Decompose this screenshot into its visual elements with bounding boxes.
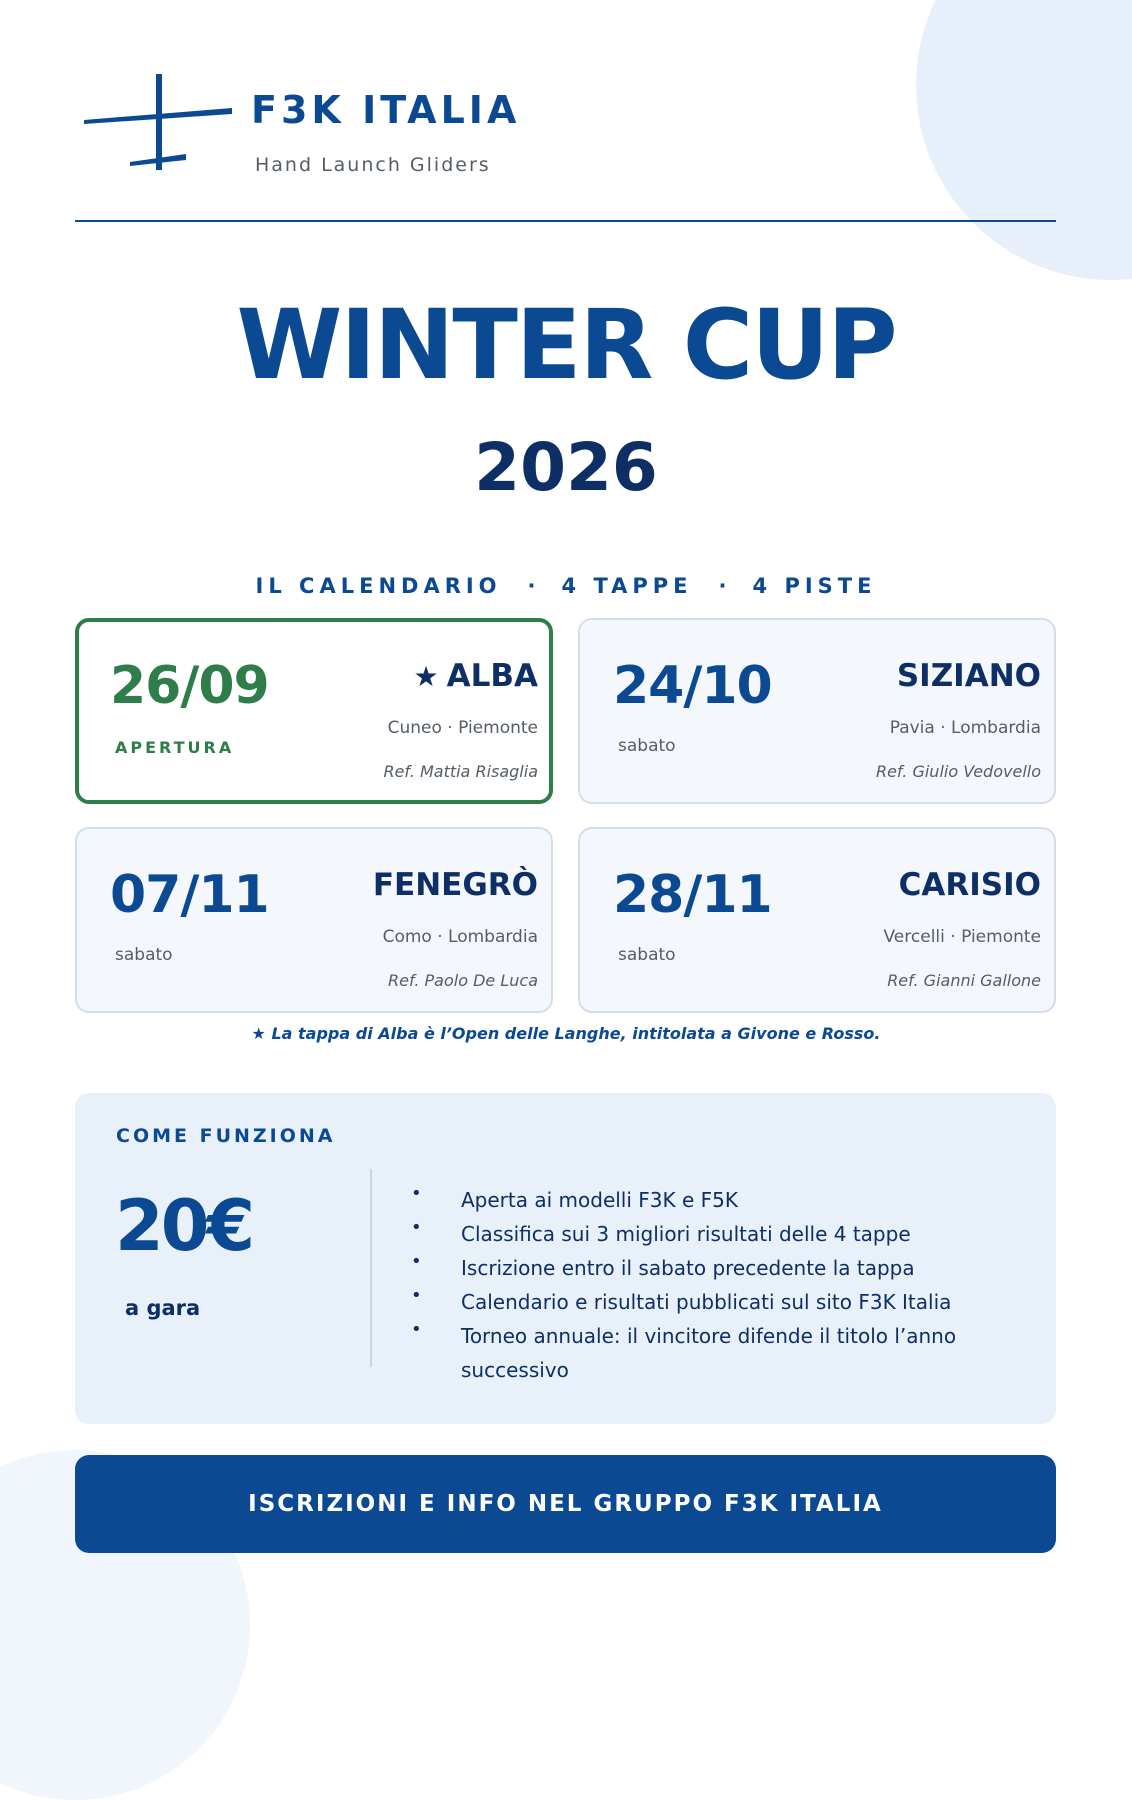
event-year: 2026 — [474, 429, 658, 506]
stage-location: CARISIO — [898, 867, 1041, 903]
stage-referee: Ref. Paolo De Luca — [388, 971, 538, 990]
stage-subtitle: APERTURA — [115, 738, 235, 757]
list-item — [411, 1319, 1031, 1387]
stage-card-alba — [75, 618, 553, 804]
stage-date: 07/11 — [110, 865, 269, 925]
stage-subtitle: sabato — [115, 945, 173, 965]
entry-price-caption: a gara — [125, 1296, 201, 1320]
registration-banner-button[interactable] — [75, 1455, 1056, 1553]
list-item — [411, 1217, 1031, 1251]
list-item-text: Aperta ai modelli F3K e F5K — [461, 1188, 738, 1212]
stage-date: 28/11 — [613, 865, 772, 925]
list-item — [411, 1251, 1031, 1285]
header-divider — [75, 220, 1056, 222]
bullet-icon: • — [411, 1183, 422, 1204]
heading-separator: · — [718, 574, 727, 598]
stage-region: Cuneo · Piemonte — [387, 718, 538, 738]
glider-icon — [82, 74, 242, 174]
stage-referee: Ref. Mattia Risaglia — [383, 762, 538, 781]
stage-region: Pavia · Lombardia — [889, 718, 1041, 738]
stage-card-fenegro — [75, 827, 553, 1013]
how-it-works-title: COME FUNZIONA — [116, 1125, 336, 1147]
calendar-heading-stages: 4 TAPPE — [561, 574, 693, 598]
stage-subtitle: sabato — [618, 736, 676, 756]
registration-banner-label: ISCRIZIONI E INFO NEL GRUPPO F3K ITALIA — [248, 1491, 883, 1517]
stage-location-name: ALBA — [446, 658, 538, 694]
entry-price: 20€ — [115, 1185, 253, 1267]
stage-date: 26/09 — [110, 656, 269, 716]
calendar-footnote: ★ La tappa di Alba è l’Open delle Langhe, intitolata a Givone e Rosso. — [251, 1024, 881, 1043]
heading-separator: · — [527, 574, 536, 598]
list-item-text: Calendario e risultati pubblicati sul sito F3K Italia — [461, 1290, 952, 1314]
bullet-icon: • — [411, 1319, 422, 1340]
brand-tagline: Hand Launch Gliders — [255, 154, 491, 176]
stage-location: FENEGRÒ — [372, 867, 538, 903]
stage-card-siziano — [578, 618, 1056, 804]
list-item — [411, 1285, 1031, 1319]
stage-region: Vercelli · Piemonte — [883, 927, 1041, 947]
calendar-heading-tracks: 4 PISTE — [752, 574, 877, 598]
stage-subtitle: sabato — [618, 945, 676, 965]
stage-referee: Ref. Giulio Vedovello — [875, 762, 1041, 781]
decorative-circle-top — [916, 0, 1132, 280]
calendar-heading-label: IL CALENDARIO — [255, 574, 502, 598]
brand-name: F3K ITALIA — [251, 88, 521, 132]
bullet-icon: • — [411, 1217, 422, 1238]
star-icon: ★ — [413, 660, 439, 693]
stage-card-carisio — [578, 827, 1056, 1013]
rules-list — [411, 1183, 1031, 1387]
event-title: WINTER CUP — [236, 289, 896, 401]
stage-location: SIZIANO — [896, 658, 1041, 694]
bullet-icon: • — [411, 1285, 422, 1306]
list-item-text: Classifica sui 3 migliori risultati delle 4 tappe — [461, 1222, 911, 1246]
stage-location — [414, 658, 538, 694]
list-item-text: Iscrizione entro il sabato precedente la tappa — [461, 1256, 915, 1280]
list-item-text: Torneo annuale: il vincitore difende il titolo l’anno successivo — [461, 1324, 957, 1382]
calendar-heading — [0, 574, 1132, 598]
stage-referee: Ref. Gianni Gallone — [887, 971, 1041, 990]
panel-divider — [370, 1169, 372, 1367]
stage-date: 24/10 — [613, 656, 772, 716]
list-item — [411, 1183, 1031, 1217]
how-it-works-panel — [75, 1093, 1056, 1424]
bullet-icon: • — [411, 1251, 422, 1272]
stage-region: Como · Lombardia — [382, 927, 538, 947]
